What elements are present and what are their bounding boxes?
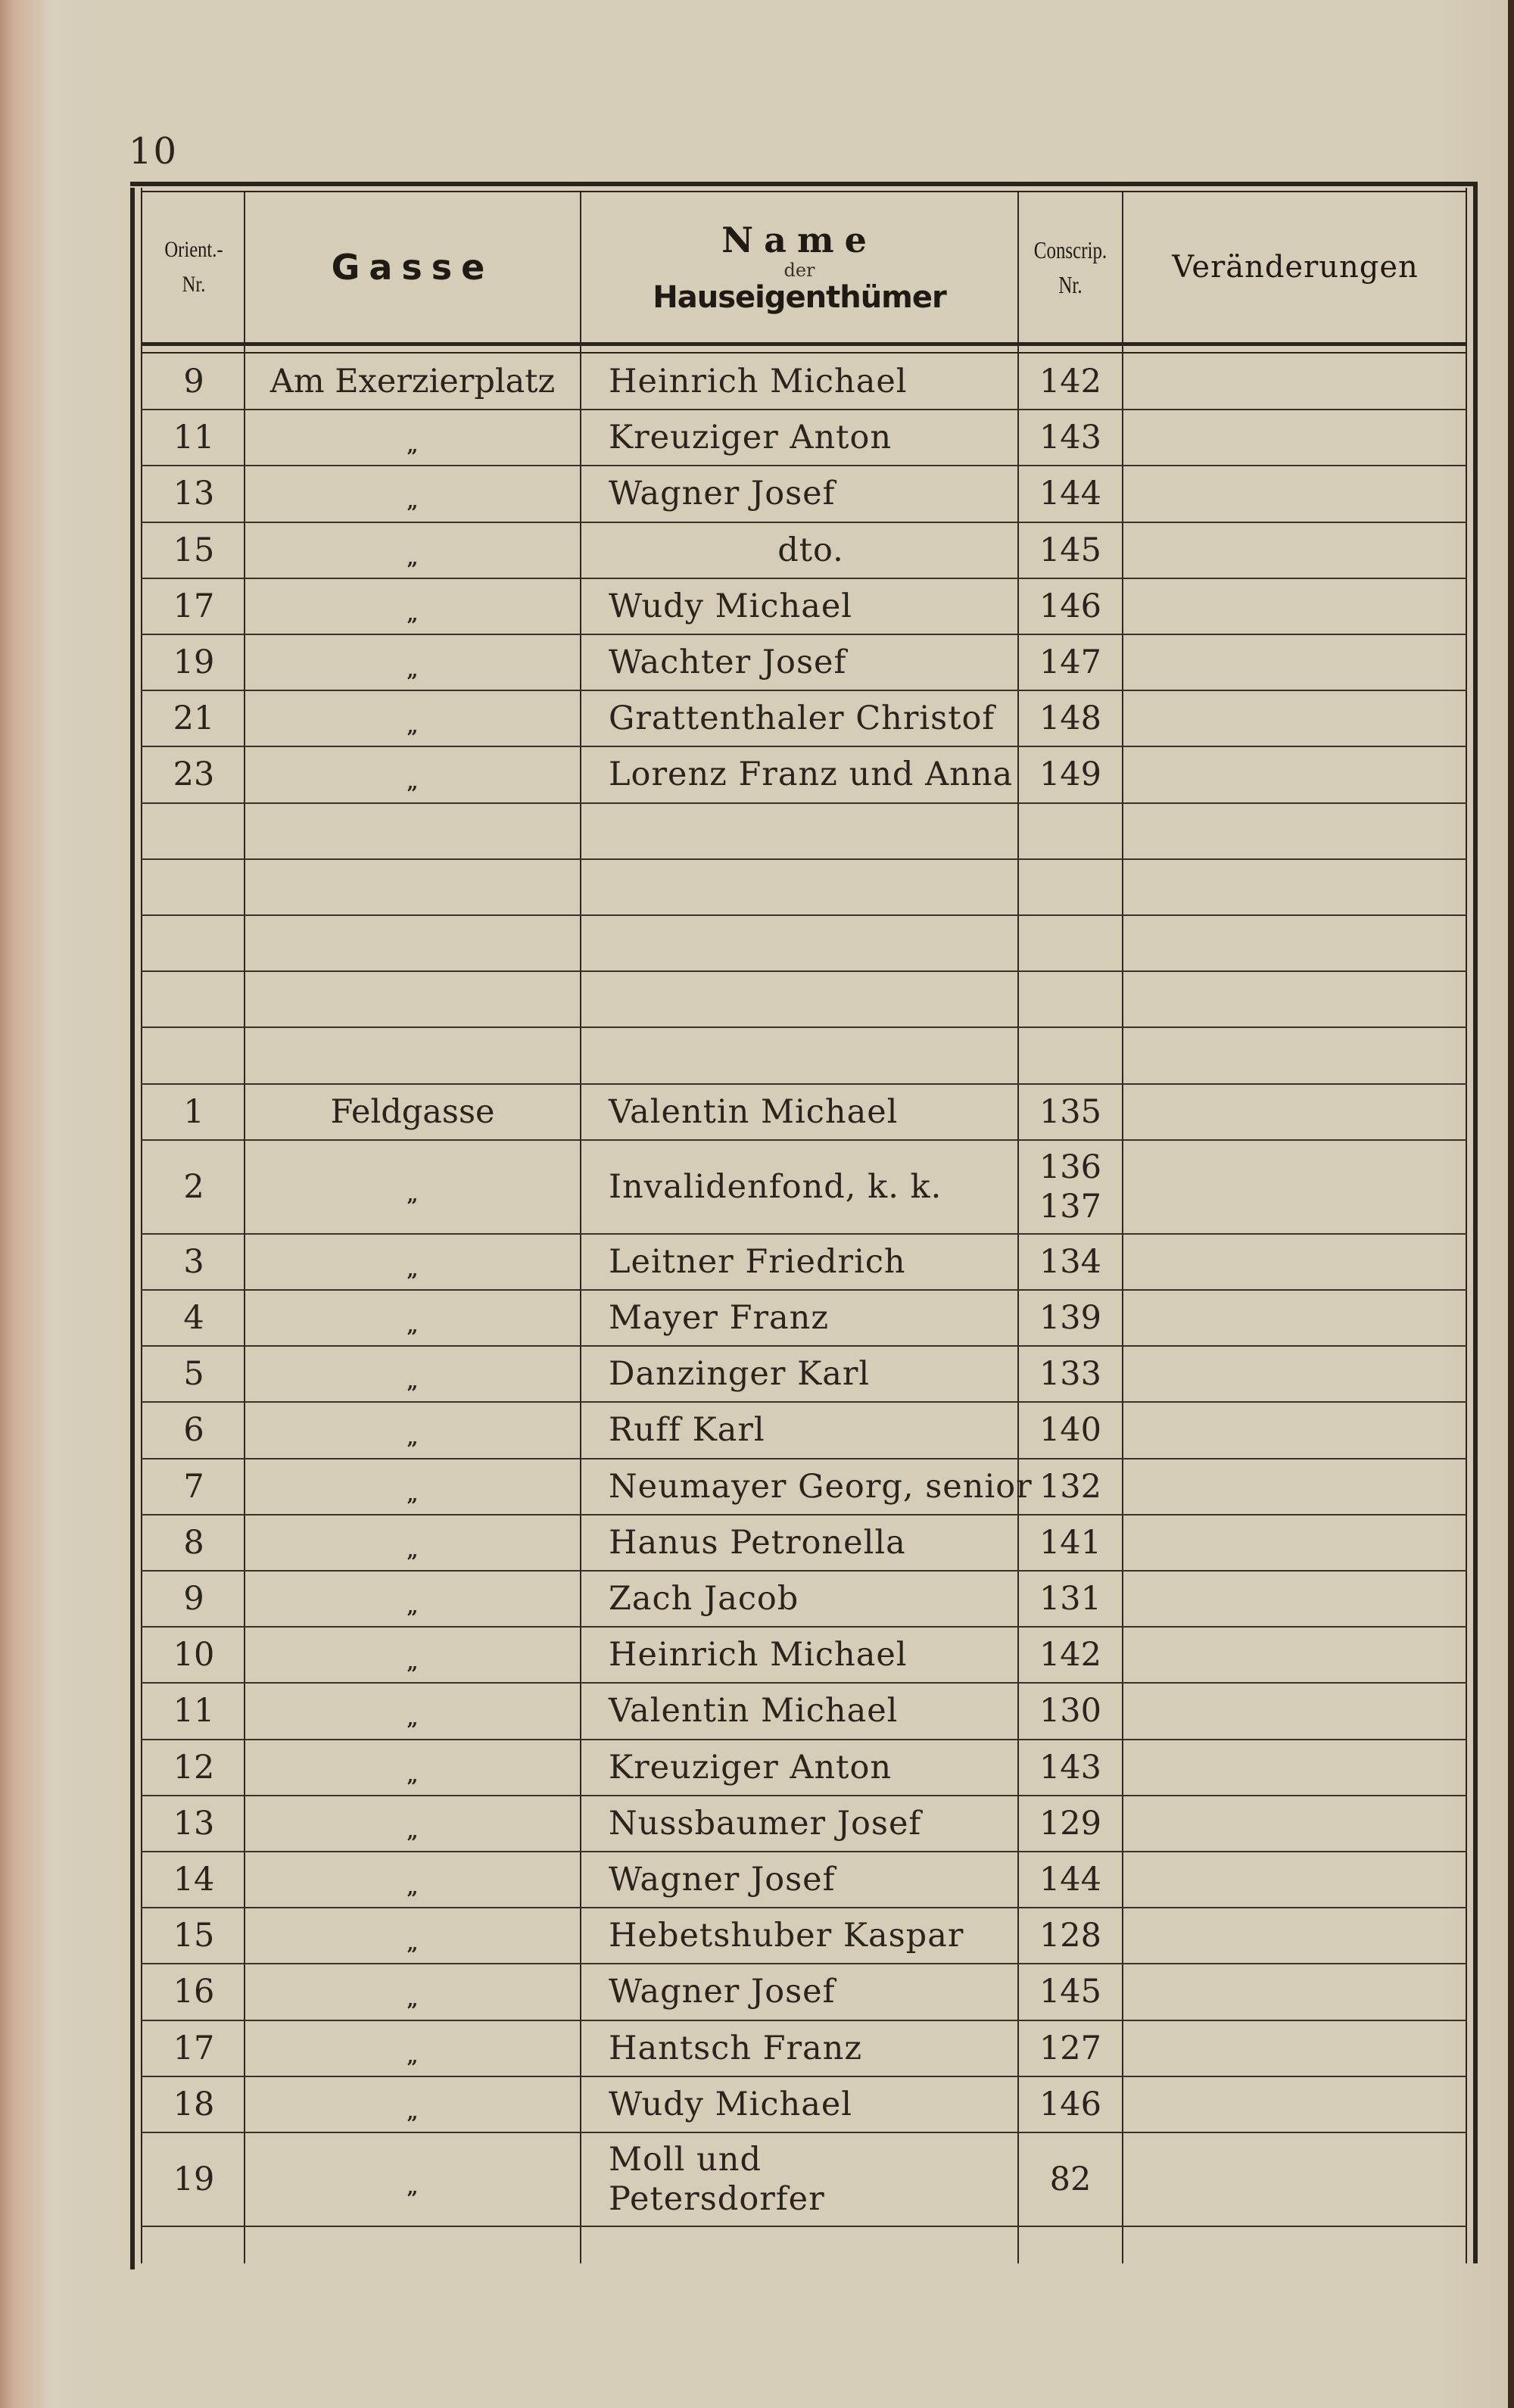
owner-name-line1: Moll und [609, 2141, 762, 2179]
cell-orient-nr: 8 [183, 1523, 204, 1562]
table-row [141, 466, 1467, 522]
cell-gasse [245, 916, 580, 970]
cell-veraenderungen [1123, 2077, 1467, 2132]
cell-gasse: „ [407, 491, 419, 514]
cell-gasse: „ [407, 1708, 419, 1731]
cell-gasse: „ [407, 1427, 419, 1450]
cell-owner-name: Heinrich Michael [609, 363, 908, 401]
cell-owner-name: Leitner Friedrich [609, 1242, 906, 1281]
cell-orient-nr: 19 [173, 2160, 215, 2198]
table-row [141, 747, 1467, 803]
table-frame-top [130, 182, 1478, 186]
cell-gasse [245, 1028, 580, 1083]
cell-owner-name: Danzinger Karl [609, 1355, 871, 1394]
cell-veraenderungen [1123, 1740, 1467, 1795]
table-row [141, 1684, 1467, 1740]
page-number: 10 [129, 130, 179, 173]
cell-veraenderungen [1123, 1684, 1467, 1738]
cell-gasse: „ [407, 603, 419, 626]
cell-owner-name: Wudy Michael [609, 587, 853, 625]
table-row [141, 635, 1467, 691]
cell-veraenderungen [1123, 1403, 1467, 1457]
cell-veraenderungen [1123, 860, 1467, 914]
cell-conscrip-nr: 135 [1039, 1092, 1102, 1131]
cell-gasse [245, 804, 580, 858]
table-row [141, 804, 1467, 860]
cell-owner-name: Lorenz Franz und Anna [609, 755, 1014, 794]
cell-veraenderungen [1123, 916, 1467, 970]
cell-gasse: Feldgasse [330, 1092, 495, 1131]
table-row [141, 860, 1467, 916]
cell-veraenderungen [1123, 1028, 1467, 1083]
cell-veraenderungen [1123, 1347, 1467, 1401]
cell-gasse: „ [407, 1596, 419, 1619]
cell-orient-nr: 18 [173, 2085, 215, 2123]
cell-veraenderungen [1123, 1964, 1467, 2019]
cell-conscrip-nr: 144 [1039, 1861, 1102, 1899]
cell-owner-name: Wachter Josef [609, 643, 847, 682]
cell-conscrip-nr: 142 [1039, 363, 1102, 401]
cell-gasse: „ [407, 2101, 419, 2124]
table-row [141, 1628, 1467, 1684]
cell-owner-name: Grattenthaler Christof [609, 699, 995, 738]
table-row [141, 691, 1467, 747]
cell-orient-nr: 5 [183, 1355, 204, 1394]
house-owner-table [130, 182, 1478, 2263]
table-row [141, 354, 1467, 410]
cell-owner-name [595, 972, 1026, 1026]
cell-owner-name [595, 804, 1026, 858]
cell-owner-name [595, 916, 1026, 970]
table-row [141, 1516, 1467, 1572]
header-conscrip-line1: Conscrip. [1033, 236, 1107, 263]
cell-orient-nr: 17 [173, 2029, 215, 2067]
cell-veraenderungen [1123, 972, 1467, 1026]
cell-orient-nr: 9 [183, 1580, 204, 1618]
cell-gasse: „ [407, 1483, 419, 1506]
cell-owner-name: Nussbaumer Josef [609, 1804, 922, 1843]
cell-conscrip-nr: 140 [1039, 1411, 1102, 1450]
cell-veraenderungen [1123, 1291, 1467, 1345]
cell-gasse: „ [407, 1877, 419, 1900]
cell-gasse: „ [407, 1539, 419, 1562]
cell-veraenderungen [1123, 1796, 1467, 1851]
cell-orient-nr: 3 [183, 1242, 204, 1281]
cell-gasse [245, 972, 580, 1026]
cell-conscrip-nr: 143 [1039, 419, 1102, 457]
table-row [141, 1347, 1467, 1403]
table-row [141, 2133, 1467, 2227]
table-row [141, 579, 1467, 635]
table-row [141, 972, 1467, 1028]
cell-owner-name: Zach Jacob [609, 1580, 799, 1618]
cell-conscrip-nr: 132 [1039, 1467, 1102, 1506]
cell-veraenderungen [1123, 1141, 1467, 1233]
cell-orient-nr: 19 [173, 643, 215, 682]
header-rule [141, 342, 1467, 346]
header-name-line1: Name [721, 220, 877, 260]
table-row [141, 1796, 1467, 1852]
table-row [141, 2021, 1467, 2077]
table-frame-top-inner [141, 191, 1467, 192]
cell-conscrip-nr: 141 [1039, 1523, 1102, 1562]
header-rule-inner [141, 352, 1467, 354]
cell-gasse: „ [407, 2176, 419, 2199]
cell-gasse: „ [407, 1989, 419, 2012]
table-row [141, 1908, 1467, 1964]
cell-orient-nr: 21 [173, 699, 215, 738]
cell-conscrip-nr: 146 [1039, 2085, 1102, 2123]
cell-conscrip-nr: 131 [1039, 1580, 1102, 1618]
cell-gasse: „ [407, 1258, 419, 1282]
header-conscrip-nr [1030, 195, 1111, 339]
cell-conscrip-nr: 147 [1039, 643, 1102, 682]
cell-orient-nr: 4 [183, 1299, 204, 1338]
cell-owner-name: Wagner Josef [609, 1861, 836, 1899]
header-orient-line2: Nr. [182, 272, 206, 297]
cell-conscrip-nr [1019, 1028, 1122, 1083]
cell-owner-name: Mayer Franz [609, 1299, 830, 1338]
cell-orient-nr: 16 [173, 1973, 215, 2011]
cell-conscrip-nr [1019, 804, 1122, 858]
cell-owner-name: Kreuziger Anton [609, 419, 893, 457]
cell-gasse: „ [407, 1371, 419, 1394]
cell-conscrip-nr: 144 [1039, 475, 1102, 513]
header-name-line3: Hauseigenthümer [653, 280, 946, 315]
cell-conscrip-nr: 128 [1039, 1917, 1102, 1955]
table-row [141, 1085, 1467, 1141]
table-row [141, 1740, 1467, 1796]
cell-veraenderungen [1123, 1235, 1467, 1289]
table-frame-right [1473, 182, 1478, 2263]
cell-gasse: „ [407, 715, 419, 739]
cell-orient-nr: 1 [183, 1092, 204, 1131]
cell-gasse: „ [407, 771, 419, 795]
cell-orient-nr: 7 [183, 1467, 204, 1506]
cell-orient-nr [144, 860, 244, 914]
cell-veraenderungen [1123, 691, 1467, 746]
cell-conscrip-nr: 82 [1049, 2160, 1092, 2198]
conscrip-line2: 137 [1039, 1187, 1102, 1226]
cell-orient-nr: 15 [173, 1917, 215, 1955]
cell-orient-nr: 11 [173, 419, 215, 457]
header-orient-line1: Orient.- [164, 237, 223, 262]
cell-conscrip-nr: 130 [1039, 1692, 1102, 1730]
table-row [141, 1141, 1467, 1235]
cell-owner-name: Hebetshuber Kaspar [609, 1917, 964, 1955]
cell-veraenderungen [1123, 579, 1467, 634]
cell-owner-name [595, 2133, 1026, 2226]
cell-gasse: „ [407, 1315, 419, 1338]
cell-orient-nr: 10 [173, 1636, 215, 1674]
cell-conscrip-nr: 149 [1039, 755, 1102, 794]
cell-conscrip-nr: 127 [1039, 2029, 1102, 2067]
conscrip-line1: 136 [1039, 1148, 1102, 1186]
cell-conscrip-nr: 139 [1039, 1299, 1102, 1338]
cell-orient-nr: 13 [173, 1804, 215, 1843]
cell-gasse: „ [407, 1652, 419, 1675]
table-row [141, 1028, 1467, 1084]
cell-orient-nr: 17 [173, 587, 215, 625]
book-spine-edge [0, 0, 45, 2408]
cell-conscrip-nr: 142 [1039, 1636, 1102, 1674]
cell-owner-name: Ruff Karl [609, 1411, 765, 1450]
cell-orient-nr: 23 [173, 755, 215, 794]
cell-veraenderungen [1123, 2133, 1467, 2226]
cell-conscrip-nr [1019, 916, 1122, 970]
cell-conscrip-nr: 148 [1039, 699, 1102, 738]
cell-veraenderungen [1123, 635, 1467, 690]
cell-conscrip-nr [1019, 860, 1122, 914]
header-orient-nr [153, 195, 235, 339]
header-name-line2: der [783, 260, 815, 281]
cell-conscrip-nr: 146 [1039, 587, 1102, 625]
cell-owner-name [595, 860, 1026, 914]
table-row [141, 410, 1467, 466]
header-name [581, 195, 1017, 339]
cell-owner-name: Kreuziger Anton [609, 1748, 893, 1787]
table-row [141, 1572, 1467, 1628]
cell-conscrip-nr: 129 [1039, 1804, 1102, 1843]
cell-orient-nr: 14 [173, 1861, 215, 1899]
header-conscrip-line2: Nr. [1058, 271, 1083, 298]
cell-gasse [245, 860, 580, 914]
cell-veraenderungen [1123, 2021, 1467, 2076]
cell-veraenderungen [1123, 747, 1467, 802]
header-gasse: Gasse [331, 247, 494, 288]
table-row [141, 1852, 1467, 1908]
cell-gasse: „ [407, 2045, 419, 2068]
cell-conscrip-nr: 133 [1039, 1355, 1102, 1394]
header-veraenderungen: Veränderungen [1172, 250, 1419, 285]
cell-gasse: „ [407, 659, 419, 683]
cell-conscrip-nr: 145 [1039, 531, 1102, 569]
cell-gasse: „ [407, 1183, 419, 1207]
table-row [141, 1291, 1467, 1347]
cell-owner-name: Invalidenfond, k. k. [609, 1167, 942, 1206]
cell-veraenderungen [1123, 523, 1467, 578]
cell-orient-nr [144, 1028, 244, 1083]
cell-owner-name: Valentin Michael [609, 1092, 899, 1131]
cell-veraenderungen [1123, 1628, 1467, 1682]
cell-gasse: „ [407, 435, 419, 458]
cell-gasse: „ [407, 1820, 419, 1843]
cell-orient-nr [144, 972, 244, 1026]
cell-owner-name: Wudy Michael [609, 2085, 853, 2123]
cell-veraenderungen [1123, 1085, 1467, 1139]
table-row [141, 916, 1467, 972]
cell-veraenderungen [1123, 466, 1467, 521]
cell-gasse: „ [407, 1764, 419, 1787]
cell-veraenderungen [1123, 354, 1467, 409]
cell-owner-name: Wagner Josef [609, 1973, 836, 2011]
cell-conscrip-nr: 143 [1039, 1748, 1102, 1787]
cell-gasse: „ [407, 1933, 419, 1956]
cell-veraenderungen [1123, 1459, 1467, 1514]
table-frame-left [130, 188, 135, 2269]
cell-veraenderungen [1123, 1852, 1467, 1907]
cell-veraenderungen [1123, 1908, 1467, 1963]
cell-owner-name: Hantsch Franz [609, 2029, 862, 2067]
cell-owner-name: Hanus Petronella [609, 1523, 906, 1562]
cell-conscrip-nr [1019, 1141, 1122, 1233]
cell-orient-nr: 13 [173, 475, 215, 513]
table-row [141, 2077, 1467, 2133]
table-row [141, 1403, 1467, 1459]
cell-orient-nr [144, 916, 244, 970]
cell-owner-name: Wagner Josef [609, 475, 836, 513]
cell-conscrip-nr [1019, 972, 1122, 1026]
cell-orient-nr: 12 [173, 1748, 215, 1787]
cell-owner-name [595, 1028, 1026, 1083]
cell-owner-name: Neumayer Georg, senior [609, 1467, 1033, 1506]
cell-veraenderungen [1123, 804, 1467, 858]
cell-conscrip-nr: 145 [1039, 1973, 1102, 2011]
cell-owner-name: Valentin Michael [609, 1692, 899, 1730]
owner-name-line2: Petersdorfer [609, 2180, 825, 2218]
cell-orient-nr [144, 804, 244, 858]
cell-veraenderungen [1123, 1572, 1467, 1626]
cell-owner-name: dto. [777, 531, 844, 569]
cell-veraenderungen [1123, 1516, 1467, 1570]
cell-orient-nr: 11 [173, 1692, 215, 1730]
cell-orient-nr: 15 [173, 531, 215, 569]
cell-veraenderungen [1123, 410, 1467, 465]
cell-orient-nr: 2 [183, 1167, 204, 1206]
table-row [141, 1235, 1467, 1291]
table-row [141, 523, 1467, 579]
table-row [141, 1459, 1467, 1516]
cell-owner-name: Heinrich Michael [609, 1636, 908, 1674]
cell-conscrip-nr: 134 [1039, 1242, 1102, 1281]
cell-gasse: Am Exerzierplatz [269, 363, 556, 401]
cell-gasse: „ [407, 547, 419, 570]
cell-orient-nr: 6 [183, 1411, 204, 1450]
table-row [141, 1964, 1467, 2020]
cell-orient-nr: 9 [183, 363, 204, 401]
